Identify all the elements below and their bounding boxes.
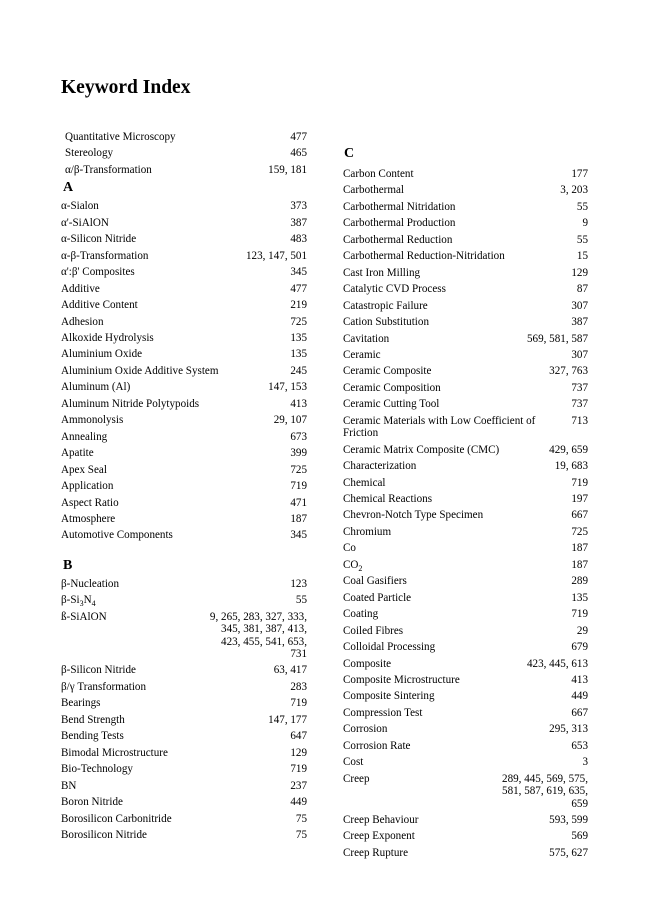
- index-term: Coiled Fibres: [343, 624, 404, 637]
- index-term: Additive: [61, 282, 100, 295]
- index-pages: 289, 445, 569, 575, 581, 587, 619, 635, 659: [502, 772, 588, 810]
- index-pages: 483: [290, 233, 307, 246]
- index-term: Aluminum (Al): [61, 381, 131, 394]
- index-term: α-Sialon: [61, 200, 99, 213]
- index-pages: 123: [290, 577, 307, 590]
- index-entry: [61, 398, 307, 410]
- index-term: Cation Substitution: [343, 316, 429, 329]
- index-term: Chemical: [343, 476, 386, 489]
- index-entry: [343, 477, 588, 489]
- index-pages: 575, 627: [549, 846, 588, 859]
- index-entry: [61, 796, 307, 808]
- index-term: Bearings: [61, 697, 101, 710]
- section-a-entries: [61, 200, 307, 541]
- index-column-left: [61, 131, 307, 845]
- section-heading-a: A: [63, 180, 74, 196]
- index-entry: [343, 349, 588, 361]
- index-term: Bio-Technology: [61, 763, 133, 776]
- index-pages: 177: [571, 168, 588, 180]
- index-term: Borosilicon Carbonitride: [61, 812, 172, 825]
- index-term: Quantitative Microscopy: [65, 131, 176, 143]
- index-entry: [343, 847, 588, 859]
- index-term: Corrosion Rate: [343, 739, 411, 752]
- index-term: Catastropic Failure: [343, 299, 428, 312]
- index-term: Stereology: [65, 147, 114, 160]
- index-term: Aluminum Nitride Polytypoids: [61, 397, 200, 410]
- index-pages: 3: [582, 756, 588, 769]
- index-entry: [61, 611, 307, 661]
- index-pages: 197: [571, 493, 588, 506]
- index-pages: 449: [290, 796, 307, 809]
- index-term: Bimodal Microstructure: [61, 746, 168, 759]
- index-entry: [343, 250, 588, 262]
- index-pages: 719: [571, 608, 588, 621]
- index-term: α'-SiAlON: [61, 216, 109, 229]
- index-pages: 737: [571, 381, 588, 394]
- index-entry: [343, 608, 588, 620]
- index-pages: 345: [290, 529, 307, 542]
- index-term: Cost: [343, 756, 364, 769]
- index-pages: 725: [290, 463, 307, 476]
- index-pages: 737: [571, 398, 588, 411]
- index-term: Carbothermal Reduction-Nitridation: [343, 250, 505, 263]
- index-pages: 9: [582, 217, 588, 230]
- index-pages: 295, 313: [549, 723, 588, 736]
- index-term: β-Silicon Nitride: [61, 664, 136, 677]
- index-entry: [61, 348, 307, 360]
- index-pages: 3, 203: [560, 184, 588, 197]
- index-pages: 387: [571, 316, 588, 329]
- index-entry: [61, 829, 307, 841]
- index-term: Ceramic Materials with Low Coefficient of Friction: [343, 414, 536, 440]
- lead-entries: [61, 131, 307, 176]
- index-entry: [343, 168, 588, 180]
- index-entry: [343, 773, 588, 810]
- index-pages: 29: [576, 624, 588, 637]
- index-entry: [61, 480, 307, 492]
- section-heading-b: B: [63, 557, 73, 573]
- index-entry: [343, 316, 588, 328]
- index-pages: 713: [571, 414, 588, 427]
- index-term: $CO_2$: [343, 558, 363, 574]
- index-term: Chevron-Notch Type Specimen: [343, 509, 484, 522]
- index-entry: [343, 365, 588, 377]
- index-term: Adhesion: [61, 315, 104, 328]
- index-term: Composite Microstructure: [343, 674, 460, 686]
- index-pages: 725: [290, 315, 307, 328]
- index-pages: 147, 177: [268, 713, 307, 726]
- index-term: BN: [61, 779, 77, 792]
- index-entry: [61, 497, 307, 509]
- index-term: Co: [343, 542, 356, 555]
- index-pages: 245: [290, 364, 307, 377]
- index-entry: [343, 217, 588, 229]
- index-pages: 345: [290, 266, 307, 279]
- index-entry: [61, 316, 307, 328]
- index-entry: [343, 460, 588, 472]
- index-entry: [61, 714, 307, 726]
- index-pages: 75: [295, 812, 307, 825]
- index-entry: [343, 690, 588, 702]
- index-pages: 75: [295, 828, 307, 841]
- index-entry: [343, 723, 588, 735]
- index-pages: 29, 107: [273, 414, 307, 427]
- index-pages: 373: [290, 200, 307, 213]
- index-entry: [343, 493, 588, 505]
- index-entry: [343, 283, 588, 295]
- index-entry: [61, 513, 307, 525]
- index-term: Composite Sintering: [343, 690, 435, 703]
- index-pages: 569: [571, 830, 588, 843]
- index-term: Carbothermal Reduction: [343, 233, 453, 246]
- index-entry: [343, 575, 588, 587]
- index-entry: [61, 780, 307, 792]
- index-term: Creep Rupture: [343, 846, 409, 859]
- index-term: Compression Test: [343, 706, 423, 719]
- index-pages: 653: [571, 739, 588, 752]
- index-term: Carbon Content: [343, 168, 414, 180]
- index-term: Colloidal Processing: [343, 641, 436, 654]
- index-pages: 159, 181: [268, 163, 307, 176]
- index-term: Ceramic Composite: [343, 365, 432, 378]
- index-pages: 187: [290, 512, 307, 525]
- index-pages: 399: [290, 447, 307, 460]
- index-term: Chromium: [343, 525, 392, 538]
- index-pages: 387: [290, 216, 307, 229]
- index-term: Aluminium Oxide: [61, 348, 143, 361]
- index-pages: 289: [571, 575, 588, 588]
- index-entry: [61, 697, 307, 709]
- index-term: Annealing: [61, 430, 108, 443]
- section-b-entries: [61, 578, 307, 842]
- index-entry: [61, 730, 307, 742]
- index-term: Creep: [343, 772, 370, 785]
- index-pages: 129: [571, 266, 588, 279]
- index-entry: [61, 464, 307, 476]
- index-entry: [343, 234, 588, 246]
- index-pages: 135: [290, 331, 307, 344]
- index-term: α':β' Composites: [61, 266, 135, 279]
- index-term: Ceramic: [343, 348, 381, 361]
- index-entry: [61, 664, 307, 676]
- index-term: Catalytic CVD Process: [343, 283, 446, 296]
- index-entry: [343, 830, 588, 842]
- index-entry: [61, 299, 307, 311]
- index-term: β-Nucleation: [61, 577, 120, 590]
- index-entry: [61, 250, 307, 262]
- index-pages: 719: [571, 476, 588, 489]
- index-pages: 55: [295, 594, 307, 607]
- index-pages: 423, 445, 613: [526, 657, 588, 670]
- index-entry: [61, 447, 307, 459]
- index-entry: [343, 184, 588, 196]
- index-entry: [343, 382, 588, 394]
- index-entry: [61, 414, 307, 426]
- index-pages: 647: [290, 730, 307, 743]
- index-term: α-β-Transformation: [61, 249, 149, 262]
- index-pages: 123, 147, 501: [245, 249, 307, 262]
- index-pages: 87: [576, 283, 588, 296]
- index-term: Corrosion: [343, 723, 388, 736]
- index-entry: [343, 201, 588, 213]
- index-pages: 135: [571, 591, 588, 604]
- index-term: α-Silicon Nitride: [61, 233, 137, 246]
- index-term: Bend Strength: [61, 713, 125, 726]
- index-term: $\beta-Si_3N_4$: [61, 594, 96, 609]
- index-entry: [61, 578, 307, 590]
- index-term: Ceramic Cutting Tool: [343, 398, 440, 411]
- index-entry: [343, 558, 588, 574]
- index-pages: 449: [571, 690, 588, 703]
- index-entry: [65, 147, 307, 159]
- index-entry: [61, 763, 307, 775]
- index-entry: [343, 398, 588, 410]
- index-pages: 187: [571, 542, 588, 555]
- index-term: Aluminium Oxide Additive System: [61, 364, 219, 377]
- index-pages: 129: [290, 746, 307, 759]
- index-pages: 15: [576, 250, 588, 263]
- index-pages: 725: [571, 525, 588, 538]
- index-term: Application: [61, 480, 114, 493]
- index-pages: 413: [571, 674, 588, 686]
- index-entry: [343, 756, 588, 768]
- index-entry: [61, 681, 307, 693]
- index-term: Coated Particle: [343, 591, 412, 604]
- index-entry: [343, 707, 588, 719]
- index-entry: [343, 674, 588, 686]
- index-entry: [343, 542, 588, 554]
- index-term: Chemical Reactions: [343, 493, 433, 506]
- index-term: Atmosphere: [61, 512, 116, 525]
- index-entry: [343, 415, 588, 440]
- index-term: Borosilicon Nitride: [61, 828, 147, 841]
- index-term: Coating: [343, 608, 379, 621]
- index-pages: 465: [290, 147, 307, 160]
- index-entry: [61, 217, 307, 229]
- index-pages: 679: [571, 641, 588, 654]
- index-pages: 187: [571, 558, 588, 571]
- index-term: Ceramic Matrix Composite (CMC): [343, 443, 500, 456]
- index-term: Creep Exponent: [343, 830, 415, 843]
- index-entry: [61, 813, 307, 825]
- index-entry: [343, 814, 588, 826]
- index-pages: 327, 763: [549, 365, 588, 378]
- index-pages: 719: [290, 763, 307, 776]
- index-entry: [61, 365, 307, 377]
- index-pages: 413: [290, 397, 307, 410]
- index-pages: 667: [571, 509, 588, 522]
- index-pages: 719: [290, 697, 307, 710]
- page-title: Keyword Index: [61, 77, 191, 98]
- index-term: Aspect Ratio: [61, 496, 119, 509]
- section-heading-c: C: [344, 146, 355, 161]
- index-entry: [343, 333, 588, 345]
- index-entry: [61, 431, 307, 443]
- index-entry: [65, 131, 307, 143]
- index-entry: [65, 164, 307, 176]
- index-entry: [343, 300, 588, 312]
- index-entry: [61, 529, 307, 541]
- index-term: Apatite: [61, 447, 94, 460]
- index-entry: [343, 625, 588, 637]
- index-term: β/γ Transformation: [61, 680, 147, 693]
- index-entry: [343, 658, 588, 670]
- index-pages: 63, 417: [273, 664, 307, 677]
- index-entry: [343, 526, 588, 538]
- index-pages: 307: [571, 299, 588, 312]
- index-term: Boron Nitride: [61, 796, 123, 809]
- index-entry: [61, 233, 307, 245]
- index-term: Composite: [343, 657, 392, 670]
- index-pages: 569, 581, 587: [526, 332, 588, 345]
- index-entry: [343, 740, 588, 752]
- index-pages: 219: [290, 299, 307, 312]
- index-pages: 55: [576, 200, 588, 213]
- index-pages: 593, 599: [549, 813, 588, 826]
- index-entry: [343, 592, 588, 604]
- index-term: ß-SiAlON: [61, 610, 107, 623]
- index-term: Carbothermal Nitridation: [343, 200, 456, 213]
- index-term: Creep Behaviour: [343, 813, 419, 826]
- index-term: Cast Iron Milling: [343, 266, 421, 279]
- index-term: Ceramic Composition: [343, 381, 441, 394]
- index-pages: 667: [571, 706, 588, 719]
- index-entry: [343, 444, 588, 456]
- index-entry: [61, 266, 307, 278]
- index-pages: 135: [290, 348, 307, 361]
- index-pages: 307: [571, 348, 588, 361]
- index-entry: [343, 641, 588, 653]
- section-c-entries: [343, 168, 588, 859]
- index-pages: 55: [576, 233, 588, 246]
- index-term: Apex Seal: [61, 463, 107, 476]
- index-pages: 719: [290, 480, 307, 493]
- index-entry: [343, 509, 588, 521]
- index-pages: 283: [290, 680, 307, 693]
- index-term: Alkoxide Hydrolysis: [61, 331, 154, 344]
- index-entry: [61, 594, 307, 609]
- index-pages: 147, 153: [268, 381, 307, 394]
- index-entry: [61, 200, 307, 212]
- index-term: α/β-Transformation: [65, 163, 152, 176]
- index-term: Additive Content: [61, 299, 138, 312]
- index-term: Automotive Components: [61, 529, 173, 542]
- index-pages: 477: [290, 282, 307, 295]
- index-pages: 19, 683: [554, 460, 588, 473]
- index-term: Ammonolysis: [61, 414, 124, 427]
- index-term: Characterization: [343, 460, 417, 473]
- index-entry: [61, 747, 307, 759]
- index-entry: [61, 332, 307, 344]
- index-pages: 673: [290, 430, 307, 443]
- index-pages: 9, 265, 283, 327, 333, 345, 381, 387, 413, 423, 455, 541, 653, 731: [209, 610, 307, 660]
- index-column-right: [343, 146, 588, 863]
- index-entry: [343, 267, 588, 279]
- index-pages: 237: [290, 779, 307, 792]
- index-pages: 477: [290, 131, 307, 143]
- index-entry: [61, 283, 307, 295]
- index-term: Carbothermal Production: [343, 217, 456, 230]
- index-term: Bending Tests: [61, 730, 124, 743]
- index-term: Cavitation: [343, 332, 390, 345]
- index-term: Carbothermal: [343, 184, 404, 197]
- index-pages: 471: [290, 496, 307, 509]
- index-entry: [61, 381, 307, 393]
- index-pages: 429, 659: [549, 443, 588, 456]
- index-term: Coal Gasifiers: [343, 575, 407, 588]
